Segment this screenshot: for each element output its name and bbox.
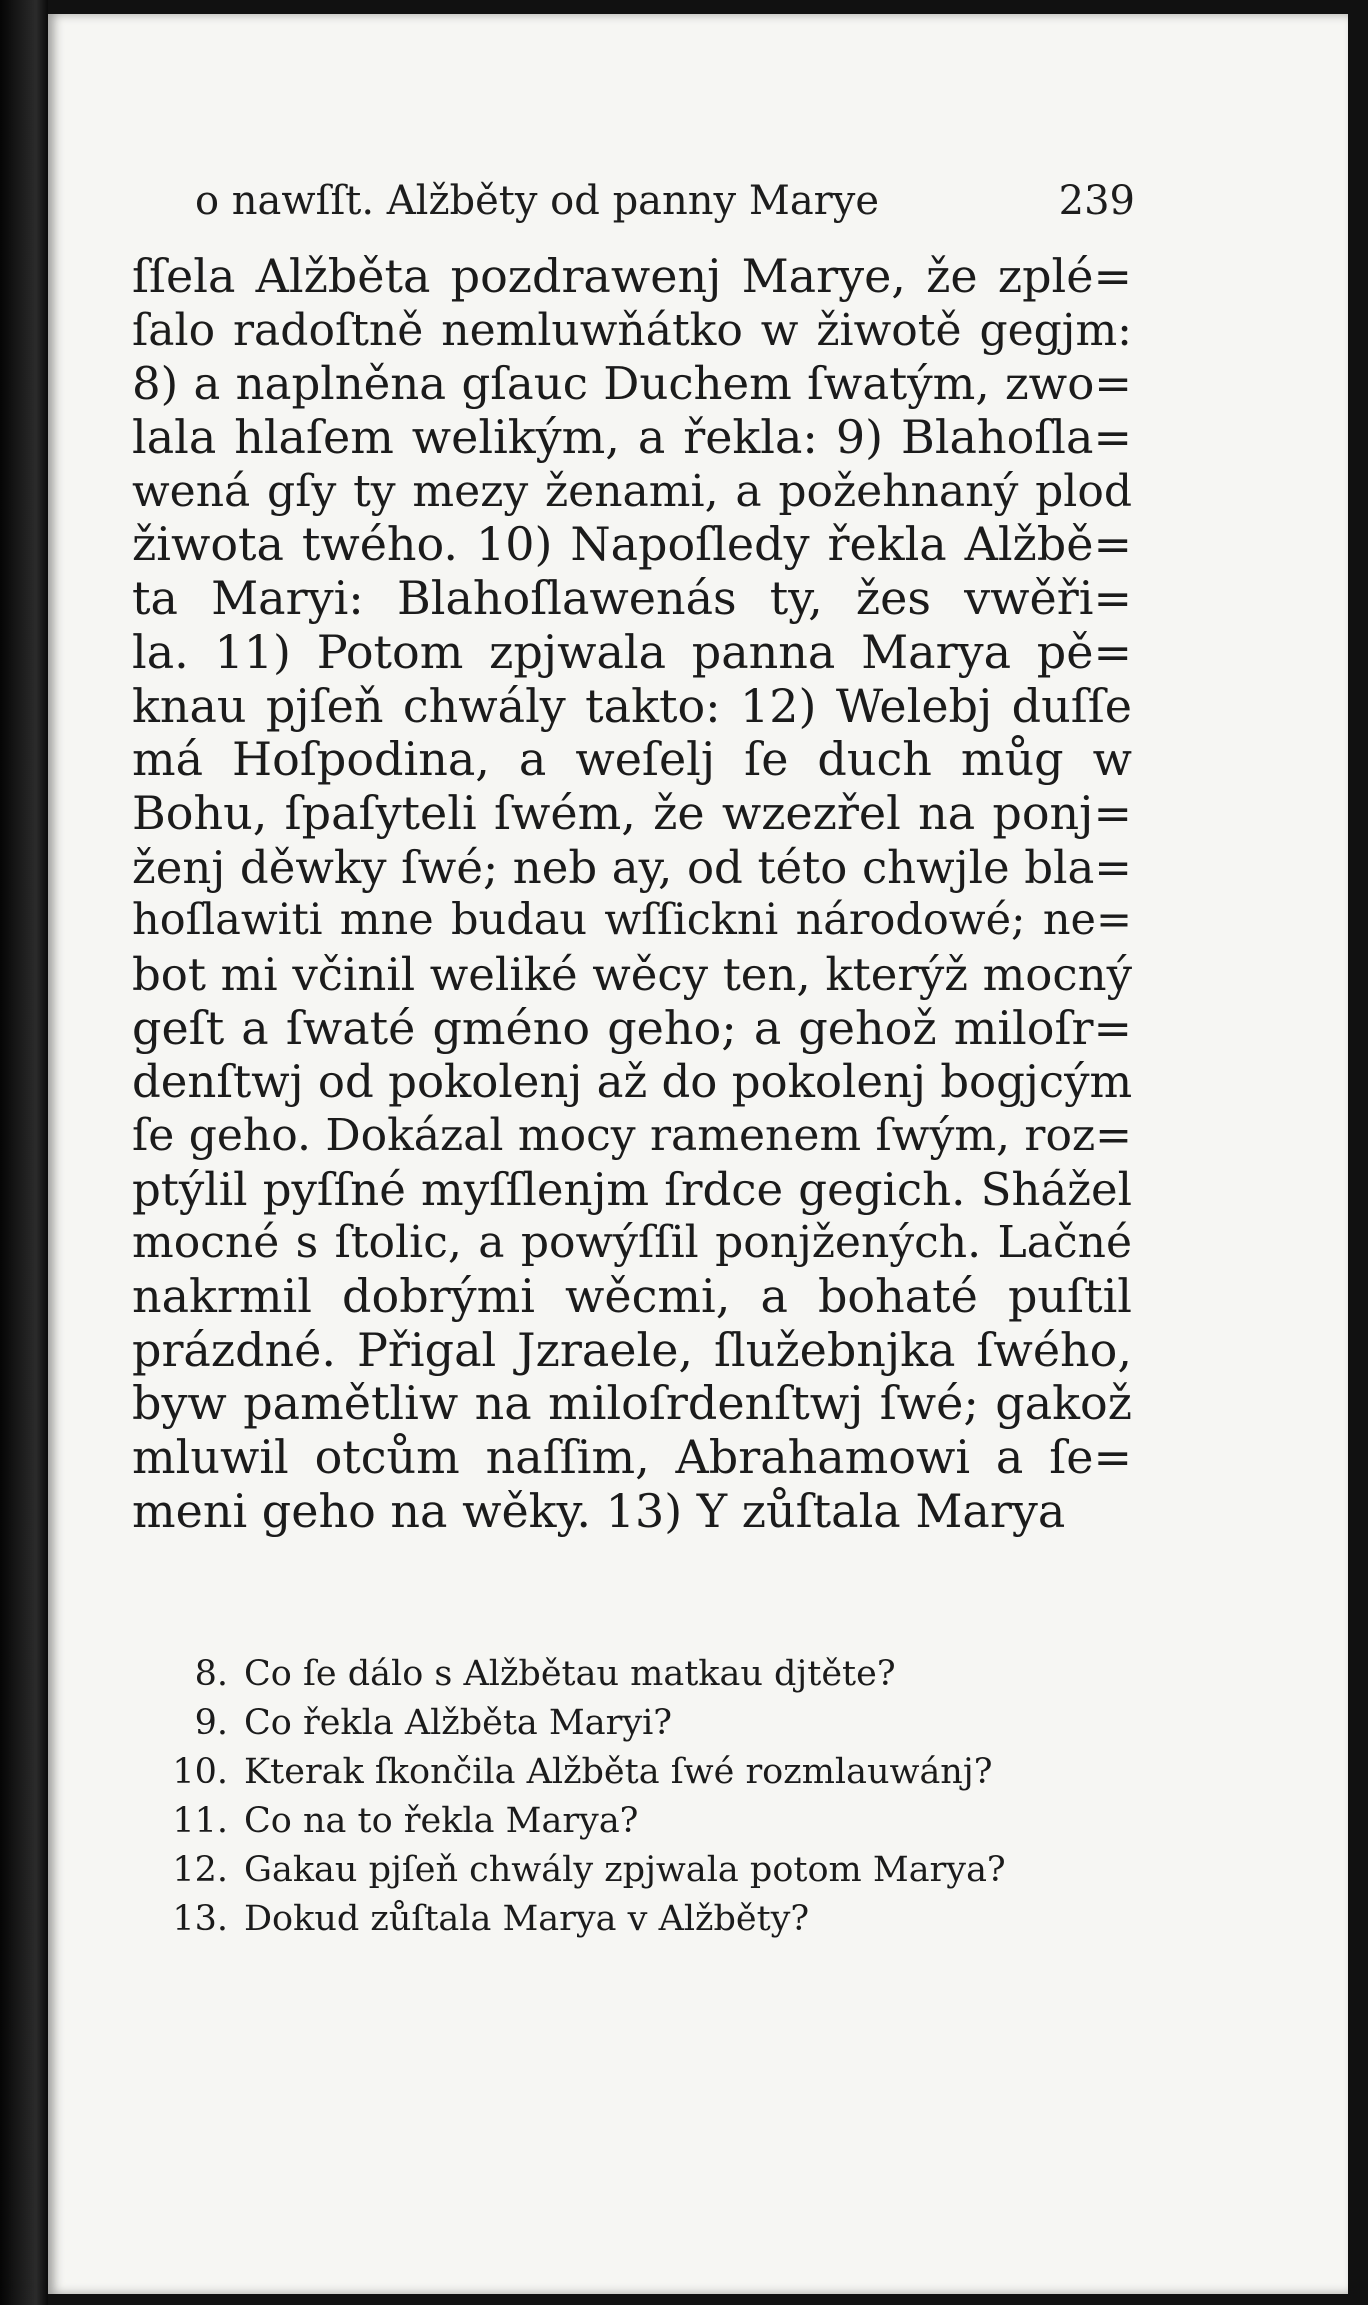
question-number: 12. [172, 1850, 228, 1890]
question-item [150, 1801, 1150, 1850]
text-line: ta Maryi: Blahoſlawenás ty, žes vwěři= [132, 571, 1132, 626]
question-text: Co na to řekla Marya? [244, 1801, 639, 1841]
question-text: Kterak ſkončila Alžběta ſwé rozmlauwánj? [244, 1752, 993, 1792]
question-number: 10. [172, 1752, 228, 1792]
text-line: knau pjſeň chwály takto: 12) Welebj duſſe [132, 678, 1132, 733]
text-line: wená gſy ty mezy ženami, a požehnaný plod [132, 465, 1132, 517]
question-number: 9. [194, 1703, 228, 1743]
question-text: Gakau pjſeň chwály zpjwala potom Marya? [244, 1850, 1006, 1890]
book-gutter-edge [0, 0, 48, 2305]
text-line: 8) a naplněna gſauc Duchem ſwatým, zwo= [132, 357, 1132, 411]
text-line: ſe geho. Dokázal mocy ramenem ſwým, roz= [132, 1110, 1132, 1161]
text-line: bot mi včinil weliké wěcy ten, kterýž mocný [132, 947, 1132, 1001]
text-line: meni geho na wěky. 13) Y zůſtala Marya [132, 1483, 1066, 1538]
text-line: lala hlaſem welikým, a řekla: 9) Blahoſla= [132, 410, 1132, 465]
question-number: 8. [194, 1654, 228, 1694]
question-item [150, 1850, 1150, 1899]
question-text: Co ſe dálo s Alžbětau matkau djtěte? [244, 1654, 896, 1694]
text-line: ſſela Alžběta pozdrawenj Marye, že zplé= [132, 249, 1132, 303]
study-questions [150, 1654, 1150, 1948]
text-line: Bohu, ſpaſyteli ſwém, že wzezřel na ponj= [132, 785, 1132, 840]
text-line: hoſlawiti mne budau wſſickni národowé; ne= [132, 895, 1132, 946]
question-item [150, 1654, 1150, 1703]
text-line: mluwil otcům naſſim, Abrahamowi a ſe= [132, 1430, 1132, 1485]
question-text: Dokud zůſtala Marya v Alžběty? [244, 1899, 810, 1939]
text-line: nakrmil dobrými wěcmi, a bohaté puſtil [132, 1269, 1132, 1324]
running-header [195, 178, 1135, 238]
question-number: 13. [172, 1899, 228, 1939]
text-line: geſt a ſwaté gméno geho; a gehož miloſr= [132, 1000, 1132, 1055]
text-line: ptýlil pyſſné myſſlenjm ſrdce gegich. Shážel [132, 1162, 1132, 1216]
question-item [150, 1703, 1150, 1752]
text-line: ſalo radoſtně nemluwňátko w žiwotě gegjm: [132, 304, 1132, 356]
text-line: byw pamětliw na miloſrdenſtwj ſwé; gakož [132, 1376, 1132, 1431]
body-text [132, 250, 1132, 1539]
text-line: denſtwj od pokolenj až do pokolenj bogjcým [132, 1055, 1133, 1109]
text-line: mocné s ſtolic, a powýſſil ponjžených. Lačné [132, 1217, 1132, 1269]
question-item [150, 1899, 1150, 1948]
page-number: 239 [1058, 178, 1135, 224]
question-text: Co řekla Alžběta Maryi? [244, 1703, 673, 1743]
running-header-title: o nawſſt. Alžběty od panny Marye [195, 178, 880, 224]
text-line: má Hoſpodina, a weſelj ſe duch můg w [132, 732, 1132, 787]
text-line: ženj děwky ſwé; neb ay, od této chwjle bla= [132, 840, 1132, 894]
text-line: la. 11) Potom zpjwala panna Marya pě= [132, 624, 1132, 679]
question-number: 11. [172, 1801, 228, 1841]
text-line: žiwota twého. 10) Napoſledy řekla Alžbě= [132, 517, 1132, 572]
text-line: prázdné. Přigal Jzraele, ſlužebnjka ſwého, [132, 1322, 1132, 1377]
question-item [150, 1752, 1150, 1801]
